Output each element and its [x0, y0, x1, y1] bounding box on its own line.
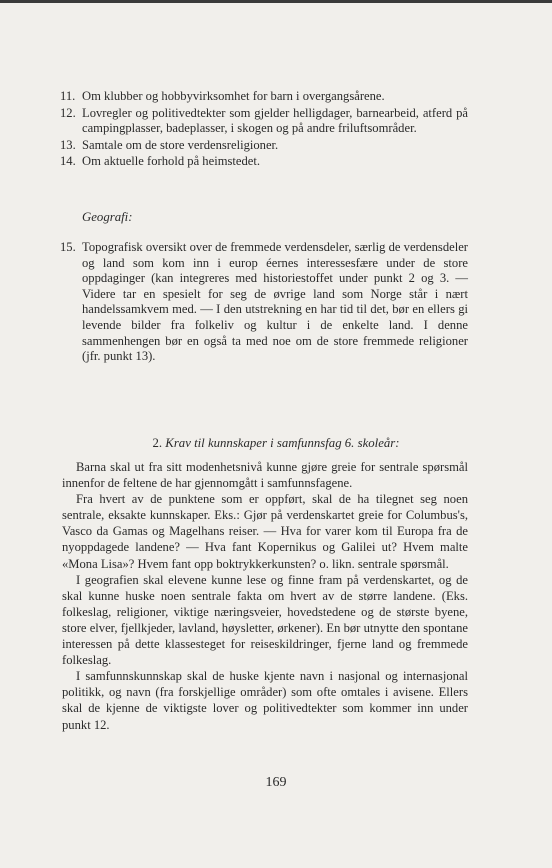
item-text: Topografisk oversikt over de fremmede verdensdeler, særlig de verdensdeler og land som kom inn i europ éernes interessesfære under de store oppdaginger (kan integreres med historiestoffet under punkt 2 og 3. — Videre tar en spesielt for seg de øvrige land som Norge står i nært handelssamkvem med. — I den utstrekning en har tid til det, bør en ellers gi levende bilder fra folkeliv og kultur i de enkelte land. I denne sammenhengen bør en også ta med noe om de store fremmede religioner (jfr. punkt 13). [82, 240, 468, 364]
subheading-geografi: Geografi: [82, 210, 133, 224]
list-item [62, 106, 468, 137]
section-heading [0, 436, 552, 451]
paragraph: I samfunnskunnskap skal de huske kjente navn i nasjonal og internasjonal politikk, og navn (fra forskjellige områder) som ofte omtales i avisene. Ellers skal de kjenne de viktigste lover og politivedtekter som kommer inn under punkt 12. [62, 669, 468, 732]
body-text [62, 459, 468, 733]
section-number: 2. [152, 436, 163, 450]
item-number: 12. [60, 105, 76, 120]
list-item [62, 240, 468, 365]
page-edge-line [0, 0, 552, 3]
item-number: 15. [60, 240, 76, 254]
list-item [62, 154, 468, 170]
item-number: 13. [60, 137, 76, 152]
item-number: 11. [60, 89, 76, 103]
item-number: 14. [60, 154, 76, 168]
paragraph: I geografien skal elevene kunne lese og finne fram på verdenskartet, og de skal kunne huske noen sentrale fakta om hvert av de større landene. (Eks. folkeslag, religioner, viktige næringsveier, hovedstedene og de største byene, store elver, fjellkjeder, lavland, høysletter, ørkener). En bør utnytte den spontane interessen på dette klassesteget for reiseskildringer, fjerne land og fremmede folkeslag. [62, 572, 468, 668]
item-text: Lovregler og politivedtekter som gjelder helligdager, barnearbeid, atferd på campingplasser, badeplasser, i skogen og på andre friluftsområder. [82, 105, 468, 135]
page-number: 169 [265, 775, 287, 790]
item-text: Om klubber og hobbyvirksomhet for barn i overgangsårene. [82, 89, 385, 103]
list-item [62, 138, 468, 154]
paragraph: Fra hvert av de punktene som er oppført, skal de ha tilegnet seg noen sentrale, eksakte kunnskaper. Eks.: Gjør på verdenskartet greie for Columbus's, Vasco da Gamas og Magelhans reiser. — Hva for varer kom til Europa fra de nyoppdagede landene? — Hva fant Kopernikus og Galilei ut? Hvem malte «Mona Lisa»? Hvem fant opp boktrykkerkunsten? o. likn. sentrale spørsmål. [62, 492, 468, 571]
list-item [62, 89, 468, 105]
numbered-list-2 [62, 240, 468, 365]
section-title: Krav til kunnskaper i samfunnsfag 6. skoleår: [165, 436, 400, 450]
paragraph: Barna skal ut fra sitt modenhetsnivå kunne gjøre greie for sentrale spørsmål innenfor de feltene de har gjennomgått i samfunnsfagene. [62, 460, 468, 491]
item-text: Om aktuelle forhold på heimstedet. [82, 154, 261, 168]
item-text: Samtale om de store verdensreligioner. [82, 137, 279, 152]
numbered-list-1 [62, 89, 468, 171]
